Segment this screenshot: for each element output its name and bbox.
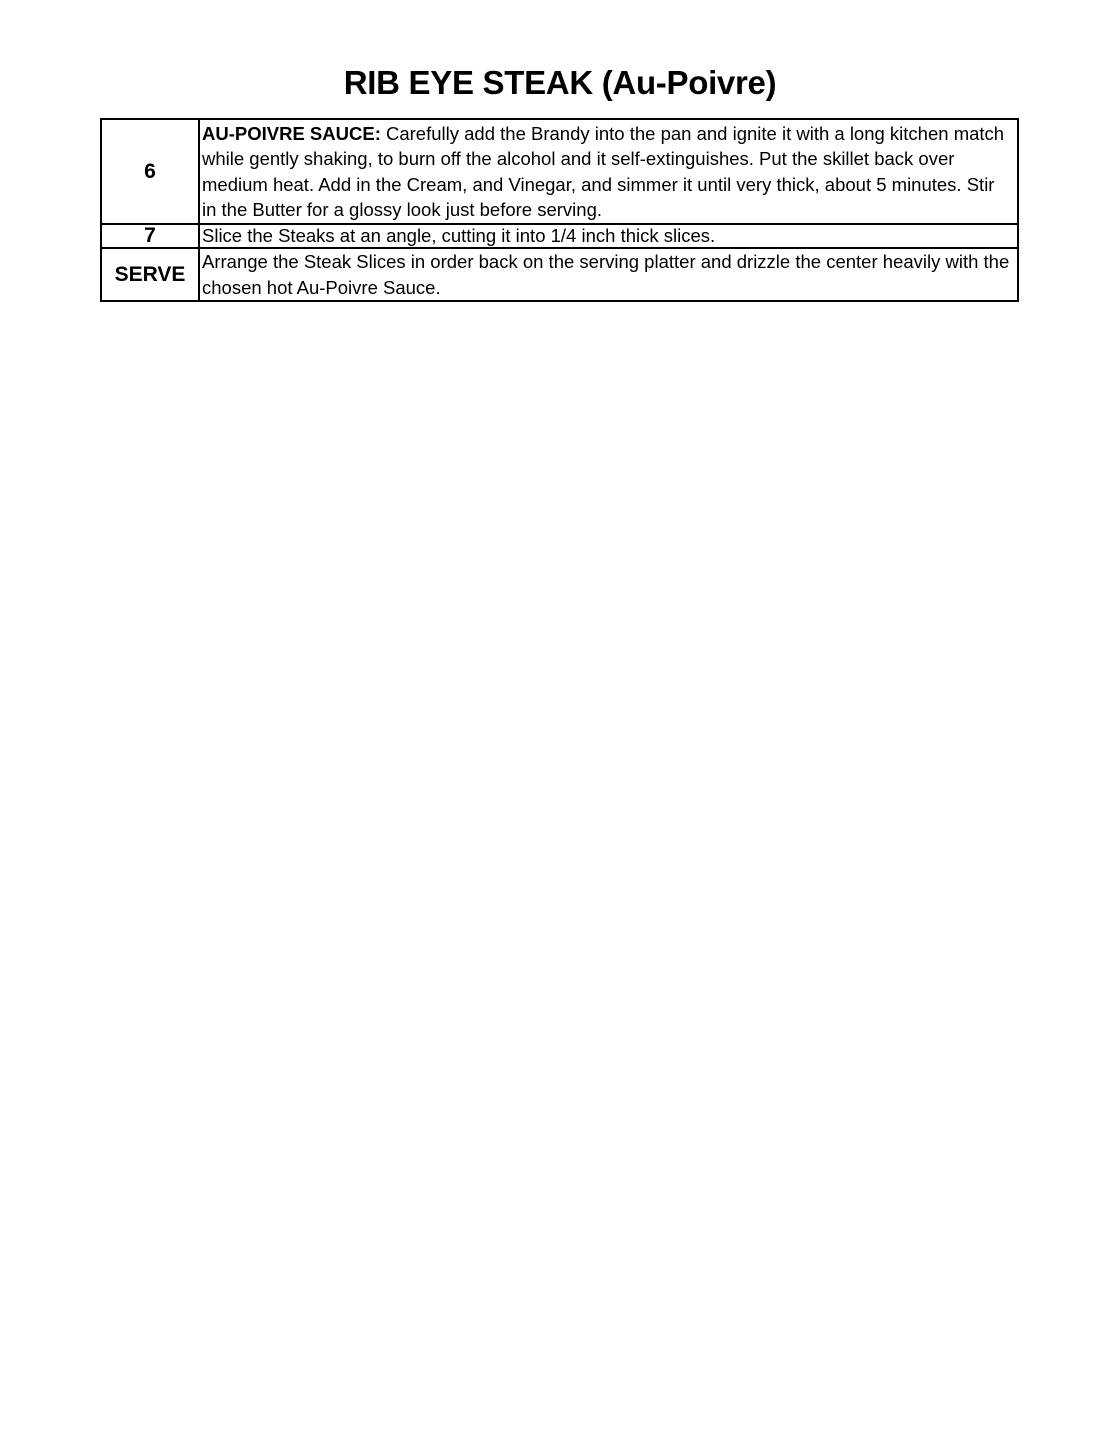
- step-lead-label: AU-POIVRE SAUCE:: [202, 122, 381, 144]
- step-number: SERVE: [101, 248, 199, 301]
- table-row: [101, 224, 1018, 248]
- step-instructions: [199, 248, 1018, 301]
- step-instructions: [199, 119, 1018, 224]
- step-instructions: [199, 224, 1018, 248]
- step-body-text: Slice the Steaks at an angle, cutting it into 1/4 inch thick slices.: [202, 225, 716, 246]
- recipe-steps-table: [100, 118, 1019, 302]
- table-row: [101, 119, 1018, 224]
- step-number: 6: [101, 119, 199, 224]
- page-title: RIB EYE STEAK (Au-Poivre): [343, 64, 777, 101]
- step-body-text: Carefully add the Brandy into the pan and ignite it with a long kitchen match while gently shaking, to burn off the alcohol and it self-extinguishes. Put the skillet back over medium heat. Add in the Cream, and Vinegar, and simmer it until very thick, about 5 minutes. Stir in the Butter for a glossy look just before serving.: [202, 122, 1005, 220]
- table-row: [101, 248, 1018, 301]
- step-body-text: Arrange the Steak Slices in order back on the serving platter and drizzle the center heavily with the chosen hot Au-Poivre Sauce.: [202, 251, 1010, 298]
- step-number: 7: [101, 224, 199, 248]
